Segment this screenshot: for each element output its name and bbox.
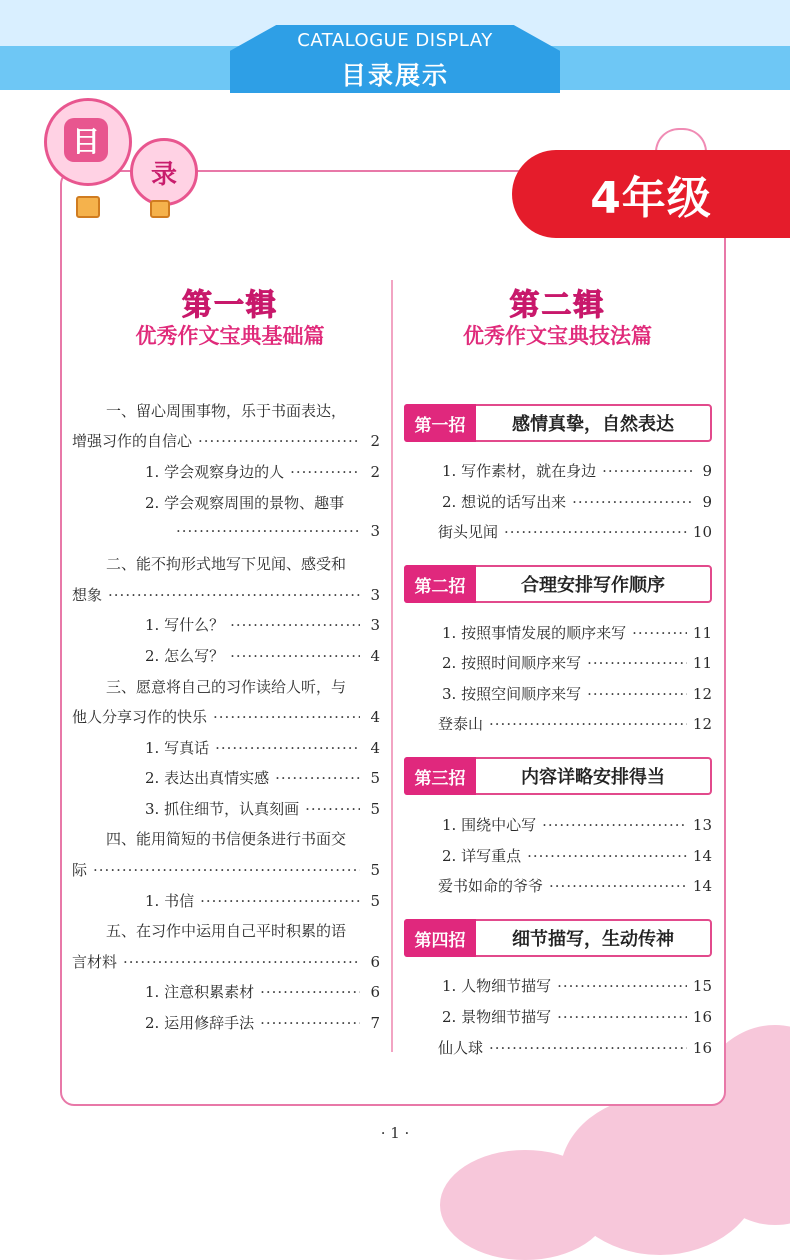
toc-page-number: 4 <box>370 647 380 665</box>
toc-dot-leader <box>215 739 360 757</box>
toc-page-number: 9 <box>702 493 712 511</box>
toc-dot-leader <box>260 983 360 1001</box>
toc-entry[interactable] <box>438 713 712 734</box>
chapter-title: 细节描写，生动传神 <box>512 929 674 950</box>
toc-entry-label: 2. 运用修辞手法 <box>145 1014 255 1032</box>
catalogue-title-en: CATALOGUE DISPLAY <box>297 30 493 51</box>
toc-dot-leader <box>275 769 360 787</box>
toc-page-number: 3 <box>370 586 380 604</box>
toc-entry-heading: 五、在习作中运用自己平时积累的语 <box>106 922 347 940</box>
right-section-subtitle: 优秀作文宝典技法篇 <box>463 324 652 348</box>
toc-entry[interactable] <box>438 875 712 896</box>
chapter-tag: 第四招 <box>404 919 476 957</box>
toc-dot-leader <box>230 647 360 665</box>
toc-entry-label: 1. 书信 <box>145 892 195 910</box>
balloon-label-small: 录 <box>130 138 198 206</box>
toc-entry[interactable] <box>72 951 380 972</box>
toc-entry-label: 1. 学会观察身边的人 <box>145 463 285 481</box>
toc-dot-leader <box>557 1008 687 1026</box>
toc-entry-label: 登泰山 <box>438 715 484 733</box>
toc-page-number: 5 <box>370 800 380 818</box>
toc-dot-leader <box>489 1039 687 1057</box>
toc-entry-label: 1. 写真话 <box>145 739 210 757</box>
grade-badge: 4年级 <box>512 150 790 238</box>
toc-entry-label: 2. 表达出真情实感 <box>145 769 270 787</box>
toc-dot-leader <box>489 715 687 733</box>
toc-dot-leader <box>108 586 360 604</box>
toc-dot-leader <box>198 432 360 450</box>
toc-entry-label: 他人分享习作的快乐 <box>72 708 208 726</box>
toc-dot-leader <box>213 708 360 726</box>
toc-dot-leader <box>549 877 687 895</box>
toc-page-number: 4 <box>370 708 380 726</box>
toc-entry[interactable] <box>442 683 712 704</box>
balloon-basket-icon <box>76 196 100 218</box>
chapter-header[interactable] <box>404 565 712 603</box>
left-section-title: 第一辑 <box>182 288 278 323</box>
toc-entry-label: 仙人球 <box>438 1039 484 1057</box>
chapter-tag: 第三招 <box>404 757 476 795</box>
toc-dot-leader <box>602 462 692 480</box>
toc-page-number: 16 <box>692 1008 712 1026</box>
toc-page-number: 7 <box>370 1014 380 1032</box>
toc-entry-label: 2. 想说的话写出来 <box>442 493 567 511</box>
chapter-tag: 第一招 <box>404 404 476 442</box>
toc-entry[interactable] <box>442 652 712 673</box>
toc-page-number: 4 <box>370 739 380 757</box>
toc-page-number: 2 <box>370 463 380 481</box>
toc-entry-label: 增强习作的自信心 <box>72 432 193 450</box>
chapter-tag: 第二招 <box>404 565 476 603</box>
balloon-label: 目 <box>64 118 108 162</box>
toc-entry[interactable] <box>145 461 380 482</box>
toc-page-number: 3 <box>370 522 380 540</box>
toc-entry-label: 2. 怎么写？ <box>145 647 225 665</box>
toc-entry-label: 1. 写作素材，就在身边 <box>442 462 597 480</box>
chapter-title: 感情真挚，自然表达 <box>512 414 674 435</box>
toc-dot-leader <box>632 624 687 642</box>
toc-entry[interactable] <box>442 460 712 481</box>
toc-dot-leader <box>557 977 687 995</box>
toc-entry[interactable] <box>438 1037 712 1058</box>
toc-entry-label: 1. 写什么？ <box>145 616 225 634</box>
toc-entry[interactable] <box>145 645 380 666</box>
toc-entry[interactable] <box>145 737 380 758</box>
toc-page-number: 6 <box>370 983 380 1001</box>
toc-page-number: 5 <box>370 769 380 787</box>
toc-entry-label: 想象 <box>72 586 103 604</box>
chapter-header[interactable] <box>404 404 712 442</box>
toc-entry[interactable] <box>72 584 380 605</box>
toc-entry-label: 际 <box>72 861 88 879</box>
toc-dot-leader <box>123 953 360 971</box>
toc-entry[interactable] <box>145 614 380 635</box>
toc-page-number: 16 <box>692 1039 712 1057</box>
toc-page-number: 14 <box>692 877 712 895</box>
toc-dot-leader <box>542 816 687 834</box>
left-section-subtitle: 优秀作文宝典基础篇 <box>135 324 325 348</box>
toc-entry[interactable] <box>442 845 712 866</box>
toc-entry-heading: 二、能不拘形式地写下见闻、感受和 <box>106 555 347 573</box>
toc-entry-heading: 2. 学会观察周围的景物、趣事 <box>145 494 345 512</box>
column-divider <box>391 280 393 1052</box>
toc-dot-leader <box>305 800 360 818</box>
toc-page-number: 12 <box>692 715 712 733</box>
toc-entry-label: 言材料 <box>72 953 118 971</box>
toc-entry-label: 爱书如命的爷爷 <box>438 877 544 895</box>
toc-entry-heading: 四、能用简短的书信便条进行书面交 <box>106 830 347 848</box>
chapter-title: 合理安排写作顺序 <box>521 575 665 596</box>
toc-dot-leader <box>230 616 360 634</box>
toc-entry[interactable] <box>72 706 380 727</box>
toc-page-number: 11 <box>692 654 712 672</box>
toc-dot-leader <box>572 493 692 511</box>
toc-page-number: 5 <box>370 861 380 879</box>
toc-entry-label: 街头见闻 <box>438 523 499 541</box>
right-section-title: 第二辑 <box>509 288 606 323</box>
toc-entry-label: 1. 按照事情发展的顺序来写 <box>442 624 627 642</box>
toc-page-number: 6 <box>370 953 380 971</box>
cloud-decoration <box>440 1150 610 1260</box>
toc-entry[interactable] <box>170 522 380 540</box>
toc-dot-leader <box>587 654 687 672</box>
chapter-header[interactable] <box>404 919 712 957</box>
toc-entry-label: 1. 人物细节描写 <box>442 977 552 995</box>
toc-page-number: 3 <box>370 616 380 634</box>
toc-entry-label: 1. 注意积累素材 <box>145 983 255 1001</box>
toc-entry[interactable] <box>145 1012 380 1033</box>
chapter-title: 内容详略安排得当 <box>521 767 665 788</box>
toc-page-number: 10 <box>692 523 712 541</box>
toc-dot-leader <box>176 522 360 540</box>
toc-entry[interactable] <box>72 859 380 880</box>
catalogue-title-cn: 目录展示 <box>340 61 449 90</box>
toc-page-number: 5 <box>370 892 380 910</box>
toc-entry-label: 2. 景物细节描写 <box>442 1008 552 1026</box>
toc-entry[interactable] <box>145 798 380 819</box>
toc-page-number: 9 <box>702 462 712 480</box>
page-number: · 1 · <box>380 1124 410 1142</box>
toc-entry-heading: 三、愿意将自己的习作读给人听，与 <box>106 678 347 696</box>
toc-entry[interactable] <box>145 767 380 788</box>
toc-entry[interactable] <box>145 890 380 911</box>
toc-entry[interactable] <box>442 622 712 643</box>
balloon-basket-icon <box>150 200 170 218</box>
toc-entry[interactable] <box>442 1006 712 1027</box>
toc-entry[interactable] <box>442 814 712 835</box>
toc-entry-label: 3. 按照空间顺序来写 <box>442 685 582 703</box>
toc-entry[interactable] <box>438 521 712 542</box>
toc-page-number: 13 <box>692 816 712 834</box>
toc-page-number: 2 <box>370 432 380 450</box>
toc-entry-label: 1. 围绕中心写 <box>442 816 537 834</box>
toc-dot-leader <box>290 463 360 481</box>
toc-dot-leader <box>527 847 687 865</box>
toc-dot-leader <box>200 892 360 910</box>
toc-entry[interactable] <box>145 981 380 1002</box>
chapter-header[interactable] <box>404 757 712 795</box>
toc-entry-label: 2. 详写重点 <box>442 847 522 865</box>
toc-entry-label: 2. 按照时间顺序来写 <box>442 654 582 672</box>
toc-dot-leader <box>587 685 687 703</box>
toc-entry[interactable] <box>442 975 712 996</box>
toc-entry-label: 3. 抓住细节，认真刻画 <box>145 800 300 818</box>
toc-page-number: 14 <box>692 847 712 865</box>
toc-entry[interactable] <box>442 491 712 512</box>
toc-entry[interactable] <box>72 430 380 451</box>
toc-page-number: 11 <box>692 624 712 642</box>
toc-page-number: 12 <box>692 685 712 703</box>
toc-dot-leader <box>260 1014 360 1032</box>
toc-dot-leader <box>93 861 360 879</box>
toc-entry-heading: 一、留心周围事物，乐于书面表达， <box>106 402 347 420</box>
toc-page-number: 15 <box>692 977 712 995</box>
toc-dot-leader <box>504 523 687 541</box>
